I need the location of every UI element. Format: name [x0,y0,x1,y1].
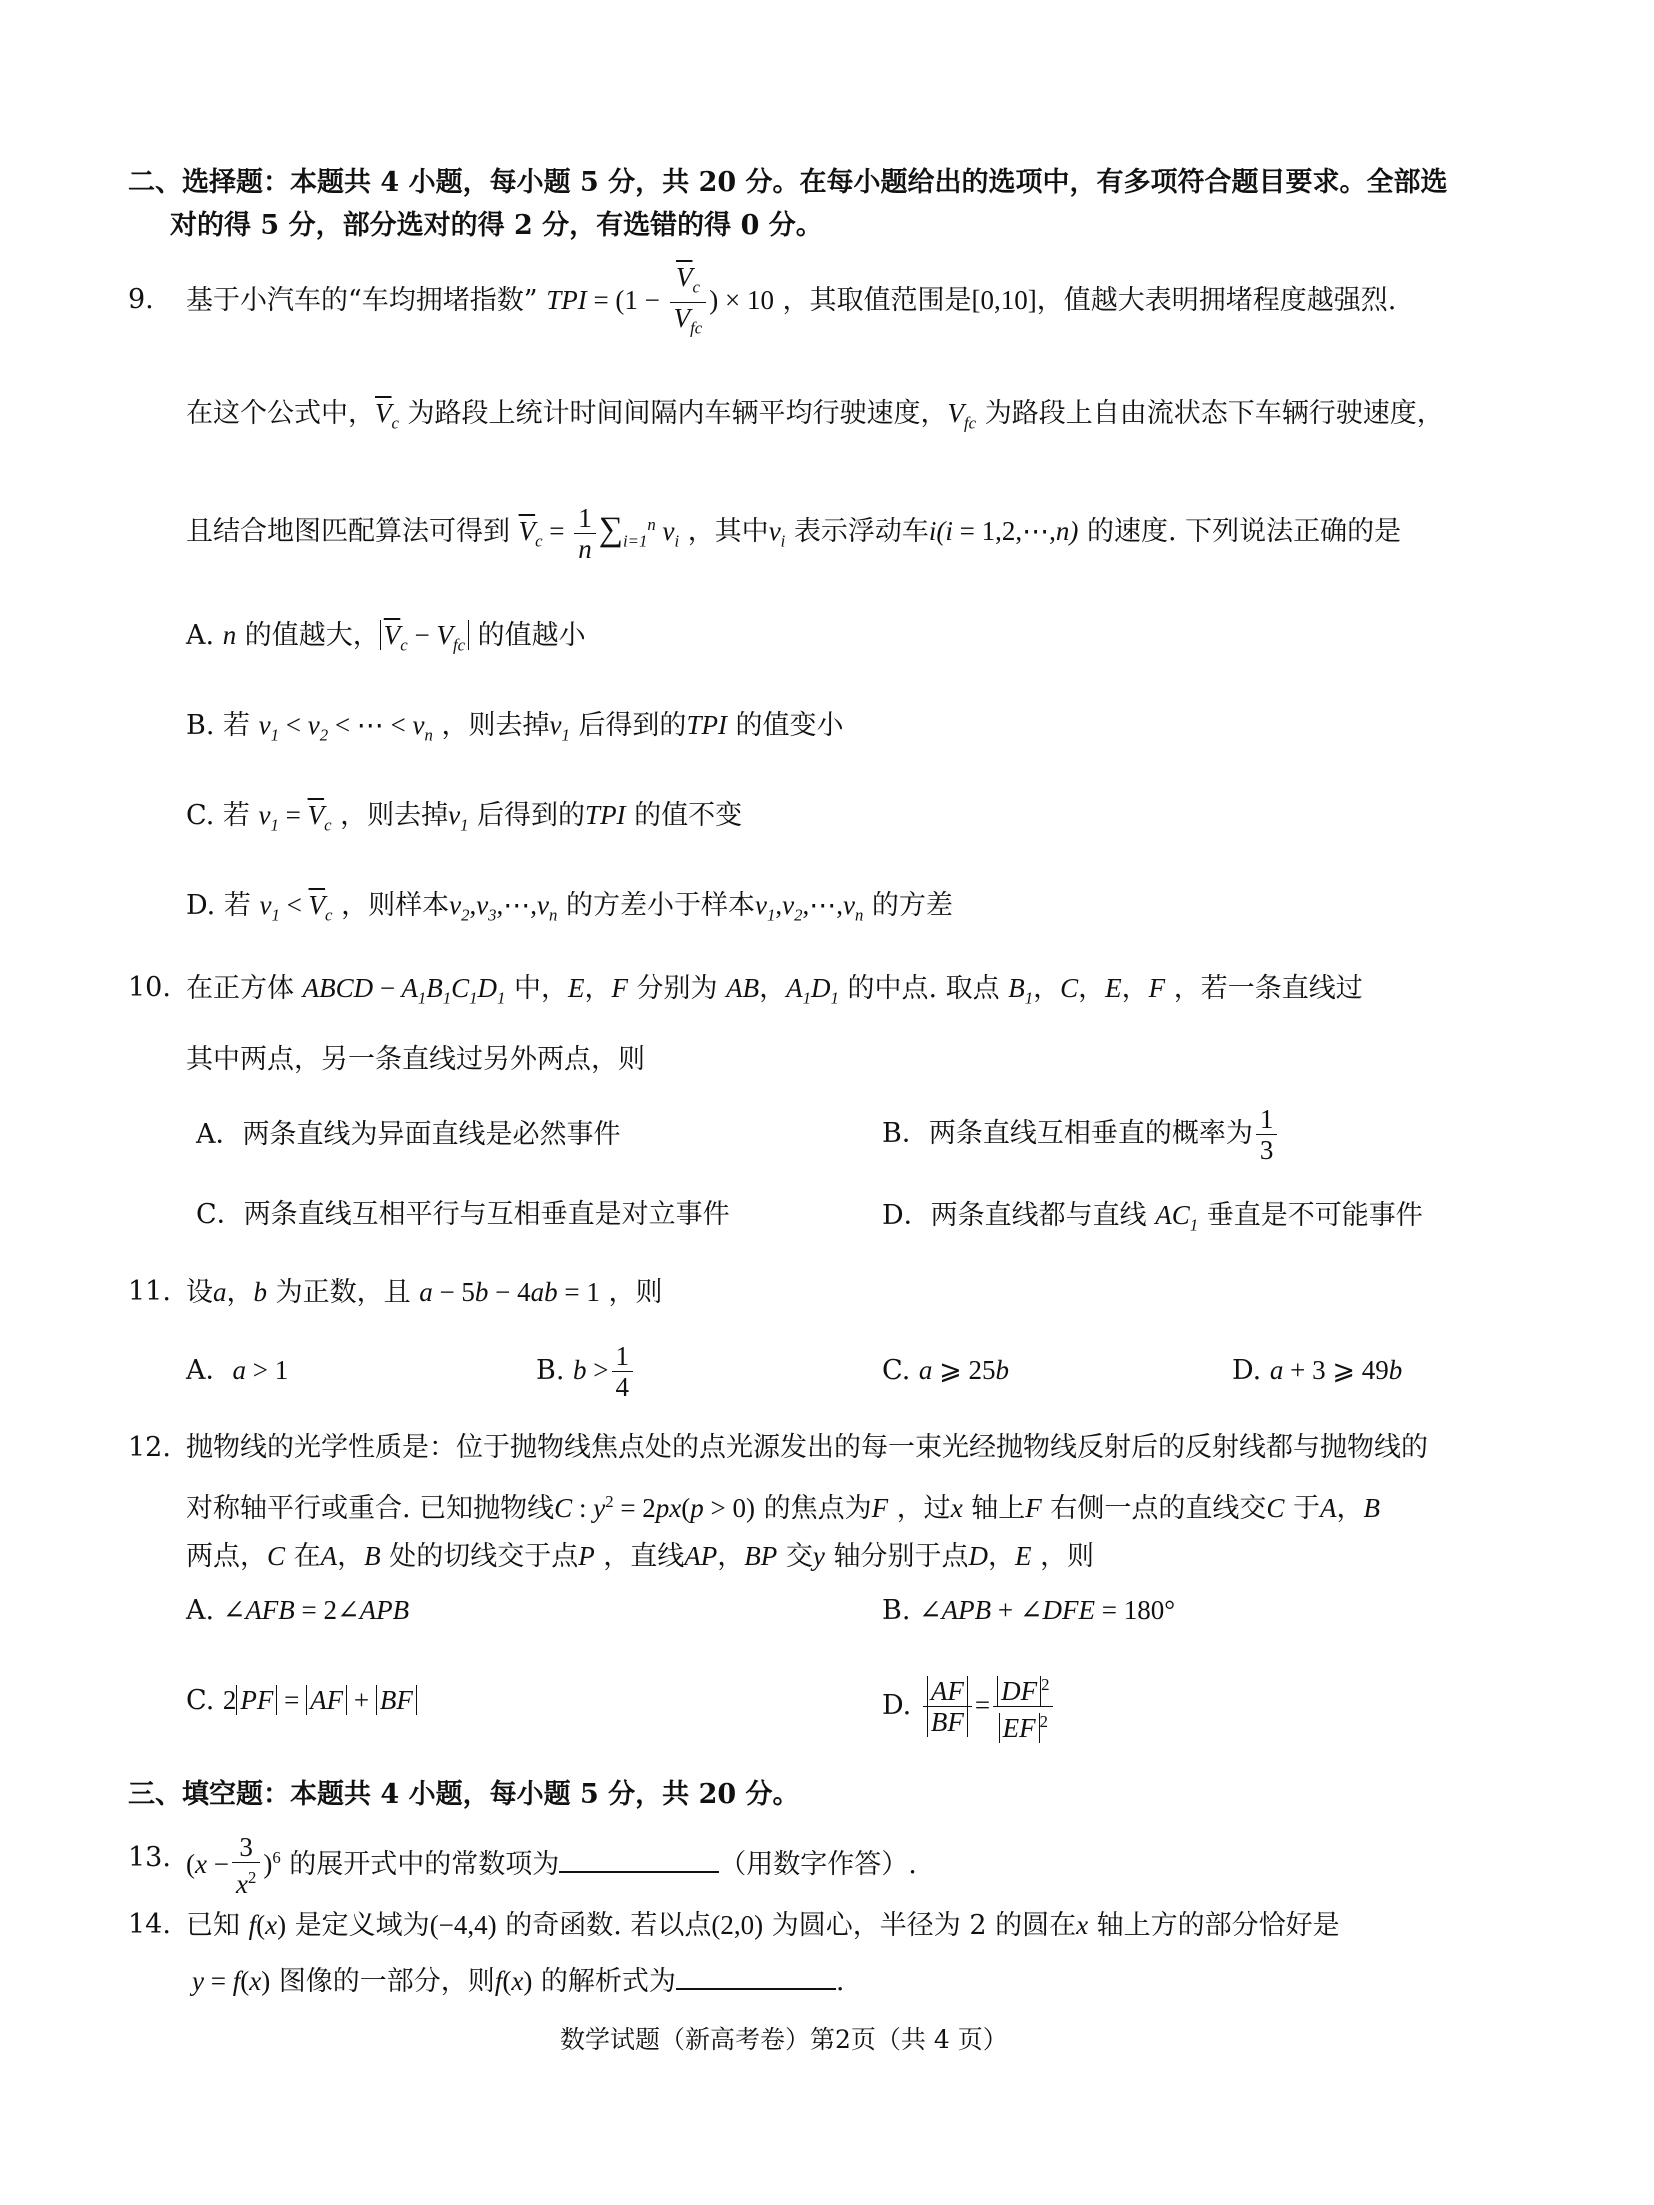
q12-option-a: A. ∠AFB = 2∠APB [186,1595,410,1626]
q12-option-c: C. 2 PF = AF + BF [186,1680,417,1721]
q9-line1: 基于小汽车的“车均拥堵指数” TPI = (1 − $\frac{\overline{V}_c}{V_{fc}}$ ) × 10 ，其取值范围是[0,10]，值越大表明拥堵程度越强烈. [186,261,1397,338]
q10-line1: 在正方体 ABCD − $A_1B_1C_1D_1$ 中，E，F 分别为 AB，$A_1D_1$ 的中点. 取点 $B_1$，C，E，F ，若一条直线过 [186,973,1363,1008]
q11-option-d: D. a + 3 ⩾ 49b [1232,1355,1403,1386]
q12-option-d: D. $\frac{AF}{BF}$ = $\frac{DF ^2}{EF ^2}$ [882,1660,1056,1750]
q14-line2: y = f(x) 图像的一部分，则f(x) 的解析式为 . [192,1958,845,2002]
section2-line2: 对的得 5 分，部分选对的得 2 分，有选错的得 0 分。 [170,210,823,241]
q11-option-b: B. b > $\frac{1}{4}$ [536,1330,636,1410]
q11-line1: 设a，b 为正数，且 a − 5b − 4ab = 1 ，则 [186,1277,663,1308]
q14-number: 14. [128,1909,171,1940]
q9-number: 9. [128,284,154,315]
q9-option-b: B. 若 $v_1 < v_2$ < ⋯ < $v_n$ ，则去掉$v_1$ 后得到的TPI 的值变小 [186,710,844,745]
q10-line2: 其中两点，另一条直线过另外两点，则 [186,1044,645,1075]
q13-number: 13. [128,1842,171,1873]
q12-line3: 两点，C 在A，B 处的切线交于点P ，直线AP，BP 交y 轴分别于点D，E ，则 [186,1541,1095,1572]
q10-option-c: C．两条直线互相平行与互相垂直是对立事件 [196,1199,730,1230]
q12-number: 12. [128,1432,171,1463]
q9-line2: 在这个公式中，$\overline{V}_c$ 为路段上统计时间间隔内车辆平均行驶速度，$V_{fc}$ 为路段上自由流状态下车辆行驶速度， [186,398,1444,433]
q11-option-a: A．a > 1 [186,1355,289,1386]
q9-option-d: D. 若 $v_1 < \overline{V}_c$ ，则样本$v_2,v_3,\cdots,v_n$ 的方差小于样本$v_1,v_2,\cdots,v_n$ 的方差 [186,890,953,925]
q9-line3: 且结合地图匹配算法可得到 $\overline{V}_c$ = $\frac{1}{n}$ $\sum_{i=1}^n$ $v_i$ ，其中$v_i$ 表示浮动车i(i = 1,2,⋯,n) 的速度. 下列说法正确的是 [186,503,1402,565]
q12-line1: 抛物线的光学性质是：位于抛物线焦点处的点光源发出的每一束光经抛物线反射后的反射线都与抛物线的 [186,1432,1428,1463]
section3-title: 三、填空题：本题共 4 小题，每小题 5 分，共 20 分。 [128,1779,800,1810]
q12-option-b: B. ∠APB + ∠DFE = 180° [882,1595,1176,1626]
q9-option-c: C. 若 $v_1 = \overline{V}_c$ ，则去掉$v_1$ 后得到的TPI 的值不变 [186,800,743,835]
q10-option-a: A．两条直线为异面直线是必然事件 [196,1119,621,1150]
tpi-formula: TPI = (1 − $\frac{\overline{V}_c}{V_{fc}}$ ) × 10 [546,261,774,338]
q14-answer-blank [676,1958,836,1990]
q14-line1: 已知 f(x) 是定义域为(−4,4) 的奇函数. 若以点(2,0) 为圆心，半径为 2 的圆在x 轴上方的部分恰好是 [186,1910,1340,1941]
q10-option-d: D．两条直线都与直线 $AC_1$ 垂直是不可能事件 [882,1200,1423,1235]
page-footer: 数学试题（新高考卷）第2页（共 4 页） [560,2025,1008,2054]
q12-line2: 对称轴平行或重合. 已知抛物线C : $y^2 = 2px(p > 0)$ 的焦点为F ，过x 轴上F 右侧一点的直线交C 于A，B [186,1492,1380,1524]
section2-line1: 二、选择题：本题共 4 小题，每小题 5 分，共 20 分。在每小题给出的选项中，有多项符合题目要求。全部选 [128,167,1448,198]
q13-line: (x − $\frac{3}{x^2}$ )$^6$ 的展开式中的常数项为 （用数字作答）. [186,1832,917,1899]
q10-option-b: B．两条直线互相垂直的概率为 $\frac{1}{3}$ [882,1094,1280,1174]
q11-number: 11. [128,1276,171,1307]
q13-answer-blank [559,1841,719,1873]
q10-number: 10. [128,972,171,1003]
q11-option-c: C. a ⩾ 25b [882,1355,1009,1386]
q9-option-a: A. n 的值越大， $\overline{V}_c - V_{fc}$ 的值越小 [186,620,586,655]
